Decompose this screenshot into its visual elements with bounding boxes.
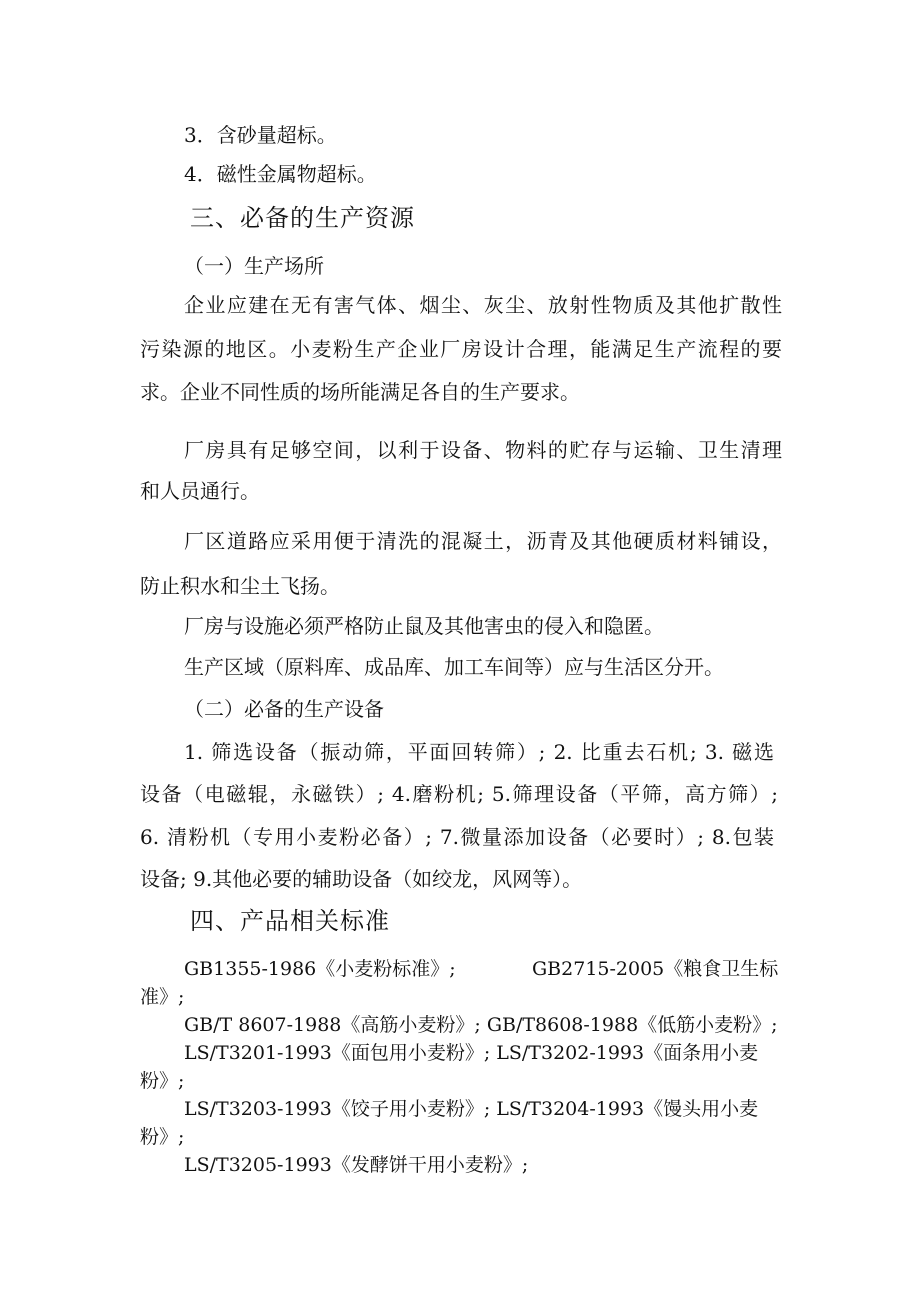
- standard-gb1355: GB1355-1986《小麦粉标准》;: [184, 958, 456, 980]
- equipment-line-2: 设备（电磁辊，永磁铁）; 4.磨粉机; 5.筛理设备（平筛，高方筛）;: [140, 782, 778, 806]
- list-item-4: 4．磁性金属物超标。: [184, 162, 377, 186]
- paragraph-site-line-3: 求。企业不同性质的场所能满足各自的生产要求。: [140, 380, 580, 404]
- paragraph-site-line-1: 企业应建在无有害气体、烟尘、灰尘、放射性物质及其他扩散性: [184, 293, 782, 317]
- paragraph-space-line-2: 和人员通行。: [140, 479, 260, 503]
- standard-lst3201-3202: LS/T3201-1993《面包用小麦粉》; LS/T3202-1993《面条用小麦: [184, 1042, 759, 1064]
- standard-gb2715-continued: 准》;: [140, 986, 185, 1008]
- equipment-line-1: 1. 筛选设备（振动筛，平面回转筛）; 2. 比重去石机; 3. 磁选: [184, 740, 774, 764]
- subsection-1-heading: （一）生产场所: [184, 254, 324, 278]
- paragraph-road-line-1: 厂区道路应采用便于清洗的混凝土，沥青及其他硬质材料铺设，: [184, 529, 782, 553]
- section-3-heading: 三、必备的生产资源: [190, 204, 415, 232]
- paragraph-space-line-1: 厂房具有足够空间，以利于设备、物料的贮存与运输、卫生清理: [184, 438, 782, 462]
- standard-gbt8607-8608: GB/T 8607-1988《高筋小麦粉》; GB/T8608-1988《低筋小麦粉》;: [184, 1014, 778, 1036]
- standard-lst3202-continued: 粉》;: [140, 1070, 185, 1092]
- list-item-3: 3．含砂量超标。: [184, 123, 337, 147]
- paragraph-pest-control: 厂房与设施必须严格防止鼠及其他害虫的侵入和隐匿。: [184, 614, 664, 638]
- standard-gb2715: GB2715-2005《粮食卫生标: [532, 958, 779, 980]
- section-4-heading: 四、产品相关标准: [190, 907, 390, 935]
- standard-lst3204-continued: 粉》;: [140, 1126, 185, 1148]
- subsection-2-heading: （二）必备的生产设备: [184, 697, 384, 721]
- paragraph-road-line-2: 防止积水和尘土飞扬。: [140, 574, 340, 598]
- standard-lst3205: LS/T3205-1993《发酵饼干用小麦粉》;: [184, 1154, 529, 1176]
- equipment-line-3: 6. 清粉机（专用小麦粉必备）; 7.微量添加设备（必要时）; 8.包装: [140, 825, 774, 849]
- standard-lst3203-3204: LS/T3203-1993《饺子用小麦粉》; LS/T3204-1993《馒头用小麦: [184, 1098, 759, 1120]
- equipment-line-4: 设备; 9.其他必要的辅助设备（如绞龙，风网等）。: [140, 867, 583, 891]
- paragraph-site-line-2: 污染源的地区。小麦粉生产企业厂房设计合理，能满足生产流程的要: [140, 337, 782, 361]
- paragraph-zone-separation: 生产区域（原料库、成品库、加工车间等）应与生活区分开。: [184, 655, 724, 679]
